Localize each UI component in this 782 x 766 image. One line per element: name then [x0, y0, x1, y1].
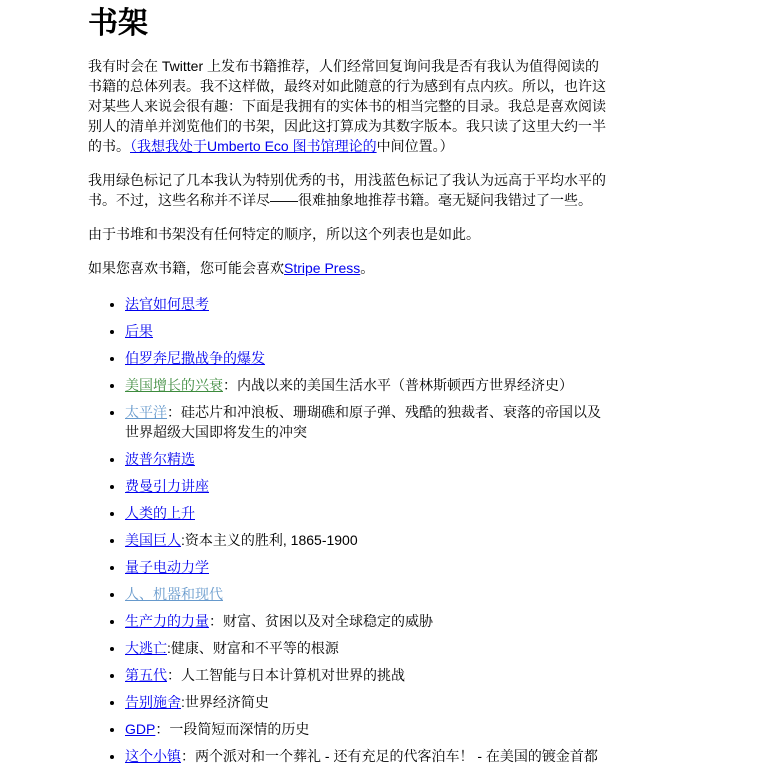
book-list-item	[125, 449, 608, 469]
book-link[interactable]: GDP	[125, 721, 156, 737]
book-link[interactable]: 美国巨人	[125, 532, 181, 548]
book-list-item	[125, 321, 608, 341]
book-link[interactable]: 告别施舍	[125, 694, 181, 710]
book-link[interactable]: 波普尔精选	[125, 451, 195, 467]
book-list-item	[125, 746, 608, 766]
book-subtitle: ：人工智能与日本计算机对世界的挑战	[167, 667, 405, 683]
book-list-item	[125, 557, 608, 577]
book-link[interactable]: 量子电动力学	[125, 559, 209, 575]
book-list-item	[125, 476, 608, 496]
book-subtitle: :资本主义的胜利, 1865-1900	[181, 532, 358, 548]
stripe-press-paragraph	[88, 258, 608, 278]
intro-text: 我有时会在 Twitter 上发布书籍推荐，人们经常回复询问我是否有我认为值得阅读的书籍的总体列表。我不这样做，最终对如此随意的行为感到有点内疚。所以，也许这对某些人来说会很有趣：下面是我拥有的实体书的相当完整的目录。我总是喜欢阅读别人的清单并浏览他们的书架，因此这打算成为其数字版本。我只读了这里大约一半的书。	[88, 58, 606, 154]
book-list-item	[125, 719, 608, 739]
bookshelf-page	[0, 7, 782, 764]
book-link[interactable]: 后果	[125, 323, 153, 339]
book-link[interactable]: 人、机器和现代	[125, 586, 223, 602]
intro-paragraph	[88, 56, 608, 156]
page-title: 书架	[88, 7, 148, 40]
book-list-item	[125, 402, 608, 442]
book-subtitle: ：财富、贫困以及对全球稳定的威胁	[209, 613, 433, 629]
book-list	[88, 294, 608, 766]
book-link[interactable]: 法官如何思考	[125, 296, 209, 312]
book-link[interactable]: 大逃亡	[125, 640, 167, 656]
book-list-item	[125, 348, 608, 368]
book-link[interactable]: 这个小镇	[125, 748, 181, 764]
color-legend-paragraph: 我用绿色标记了几本我认为特别优秀的书，用浅蓝色标记了我认为远高于平均水平的书。不过，这些名称并不详尽——很难抽象地推荐书籍。毫无疑问我错过了一些。	[88, 172, 606, 208]
book-list-item	[125, 638, 608, 658]
book-list-item	[125, 503, 608, 523]
book-link[interactable]: 第五代	[125, 667, 167, 683]
umberto-eco-library-link[interactable]: （我想我处于Umberto Eco 图书馆理论的	[130, 138, 377, 154]
stripe-press-link[interactable]: Stripe Press	[284, 260, 361, 276]
book-list-item	[125, 584, 608, 604]
book-link[interactable]: 费曼引力讲座	[125, 478, 209, 494]
ordering-note-paragraph: 由于书堆和书架没有任何特定的顺序，所以这个列表也是如此。	[88, 226, 480, 242]
book-subtitle: ：一段简短而深情的历史	[155, 721, 310, 737]
book-list-item	[125, 294, 608, 314]
stripe-press-text-after-link: 。	[360, 260, 375, 276]
book-link[interactable]: 太平洋	[125, 404, 167, 420]
book-list-item	[125, 611, 608, 631]
book-link[interactable]: 生产力的力量	[125, 613, 209, 629]
book-subtitle: :健康、财富和不平等的根源	[167, 640, 339, 656]
book-subtitle: ：内战以来的美国生活水平（普林斯顿西方世界经济史）	[223, 377, 573, 393]
intro-text-after-link: 中间位置。）	[376, 138, 454, 154]
book-list-item	[125, 375, 608, 395]
book-link[interactable]: 人类的上升	[125, 505, 195, 521]
book-subtitle: ：硅芯片和冲浪板、珊瑚礁和原子弹、残酷的独裁者、衰落的帝国以及世界超级大国即将发生的冲突	[125, 404, 601, 440]
book-subtitle: ：两个派对和一个葬礼 - 还有充足的代客泊车！ - 在美国的镀金首都	[181, 748, 598, 764]
book-list-item	[125, 692, 608, 712]
book-subtitle: :世界经济简史	[181, 694, 269, 710]
stripe-press-text: 如果您喜欢书籍，您可能会喜欢	[88, 260, 284, 276]
book-link[interactable]: 伯罗奔尼撒战争的爆发	[125, 350, 265, 366]
book-list-item	[125, 530, 608, 550]
book-list-item	[125, 665, 608, 685]
page-content	[88, 8, 608, 766]
book-link[interactable]: 美国增长的兴衰	[125, 377, 223, 393]
